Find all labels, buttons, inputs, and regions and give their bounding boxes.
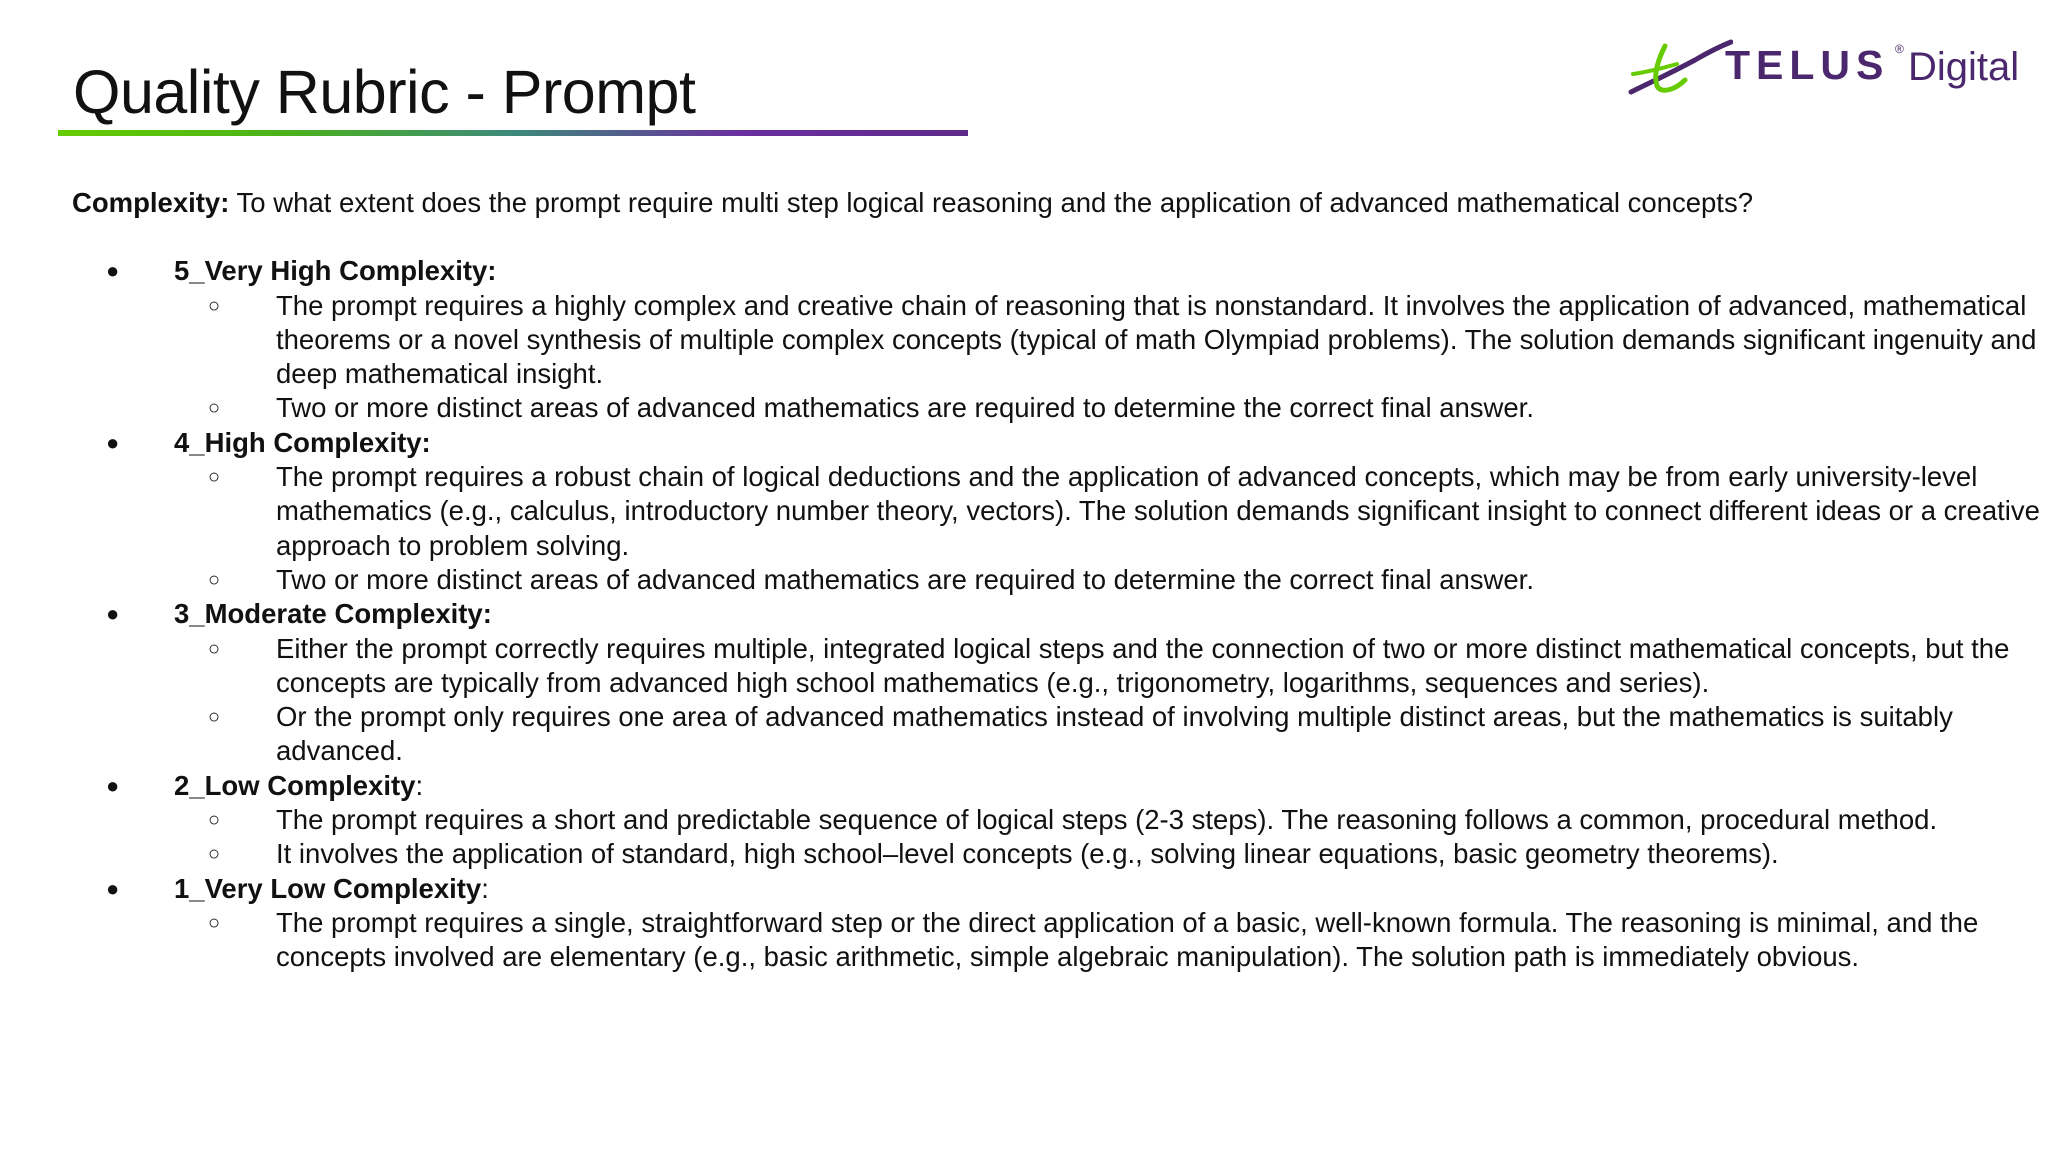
list-item <box>72 563 2002 597</box>
rubric-content <box>72 186 2040 975</box>
level-title: 3_Moderate Complexity: <box>174 598 492 630</box>
level-item-4 <box>72 426 2040 597</box>
level-title: 4_High Complexity: <box>174 426 431 458</box>
level-title: 5_Very High Complexity: <box>174 255 497 287</box>
point-text: The prompt requires a single, straightforward step or the direct application of a basic, well-known formula. The reasoning is minimal, and the concepts involved are elementary (e.g., basic arithmetic, simple algebraic manipulation). The solution path is immediately obvious. <box>276 906 1979 973</box>
title-underline <box>58 130 968 136</box>
level-heading <box>174 426 2002 460</box>
circle-bullet-icon: ○ <box>208 911 221 934</box>
circle-bullet-icon: ○ <box>208 637 221 660</box>
page-title: Quality Rubric - Prompt <box>73 58 696 126</box>
point-text: Either the prompt correctly requires multiple, integrated logical steps and the connection of two or more distinct mathematical concepts, but the concepts are typically from advanced high school mathematics (e.g., trigonometry, logarithms, sequences and series). <box>276 632 2010 698</box>
bullet-icon: ● <box>106 875 120 901</box>
list-item <box>72 906 2002 975</box>
list-item <box>72 700 2002 769</box>
intro-label: Complexity: <box>72 187 230 218</box>
list-item <box>72 803 2002 837</box>
point-text: Or the prompt only requires one area of advanced mathematics instead of involving multiple distinct areas, but the mathematics is suitably advanced. <box>276 701 1953 767</box>
bullet-icon: ● <box>106 772 120 798</box>
circle-bullet-icon: ○ <box>208 466 221 489</box>
bullet-icon: ● <box>106 429 120 455</box>
telus-leaf-icon <box>1625 34 1733 98</box>
level-heading <box>174 872 2002 906</box>
list-item <box>72 391 2002 425</box>
list-item <box>72 837 2002 871</box>
circle-bullet-icon: ○ <box>208 568 221 591</box>
level-points <box>174 460 2040 597</box>
list-item <box>72 289 2037 392</box>
point-text: The prompt requires a robust chain of logical deductions and the application of advanced concepts, which may be from early university-level mathematics (e.g., calculus, introductory number theory, vectors). The solution demands significant insight to connect different ideas or a creative approach to problem solving. <box>276 461 2040 561</box>
level-item-2 <box>72 769 2002 872</box>
level-title: 1_Very Low Complexity <box>174 872 482 904</box>
telus-digital-logo <box>1625 34 2025 98</box>
logo-registered-mark: ® <box>1895 42 1904 56</box>
level-points <box>174 289 2037 426</box>
level-item-5 <box>72 254 2037 425</box>
level-title-suffix: : <box>415 769 424 801</box>
bullet-icon: ● <box>106 601 120 627</box>
level-points <box>174 803 2002 872</box>
level-item-1 <box>72 872 2002 975</box>
level-heading <box>174 254 2002 288</box>
level-title-suffix: : <box>481 872 489 904</box>
point-text: It involves the application of standard, high school–level concepts (e.g., solving linear equations, basic geometry theorems). <box>276 838 1779 870</box>
bullet-icon: ● <box>106 258 120 284</box>
logo-digital-text: Digital <box>1908 45 2020 89</box>
list-item <box>72 632 2010 701</box>
point-text: Two or more distinct areas of advanced mathematics are required to determine the correct final answer. <box>276 392 1534 424</box>
logo-wordmark: TELUS <box>1725 42 1890 88</box>
level-heading <box>174 597 2002 631</box>
level-points <box>174 906 2002 975</box>
intro-paragraph <box>72 186 2002 220</box>
level-points <box>174 632 2010 769</box>
point-text: The prompt requires a highly complex and creative chain of reasoning that is nonstandard. It involves the application of advanced, mathematical theorems or a novel synthesis of multiple complex concepts (typical of math Olympiad problems). The solution demands significant ingenuity and deep mathematical insight. <box>276 289 2037 390</box>
list-item <box>72 460 2040 563</box>
level-item-3 <box>72 597 2010 768</box>
circle-bullet-icon: ○ <box>208 294 221 317</box>
point-text: The prompt requires a short and predictable sequence of logical steps (2-3 steps). The reasoning follows a common, procedural method. <box>276 804 1938 836</box>
circle-bullet-icon: ○ <box>208 706 221 729</box>
level-heading <box>174 769 2002 803</box>
complexity-levels-list <box>72 254 2040 974</box>
intro-text: To what extent does the prompt require multi step logical reasoning and the application of advanced mathematical concepts? <box>229 187 1753 218</box>
circle-bullet-icon: ○ <box>208 397 221 420</box>
point-text: Two or more distinct areas of advanced mathematics are required to determine the correct final answer. <box>276 563 1534 595</box>
level-title: 2_Low Complexity <box>174 769 416 801</box>
circle-bullet-icon: ○ <box>208 809 221 832</box>
circle-bullet-icon: ○ <box>208 843 221 866</box>
